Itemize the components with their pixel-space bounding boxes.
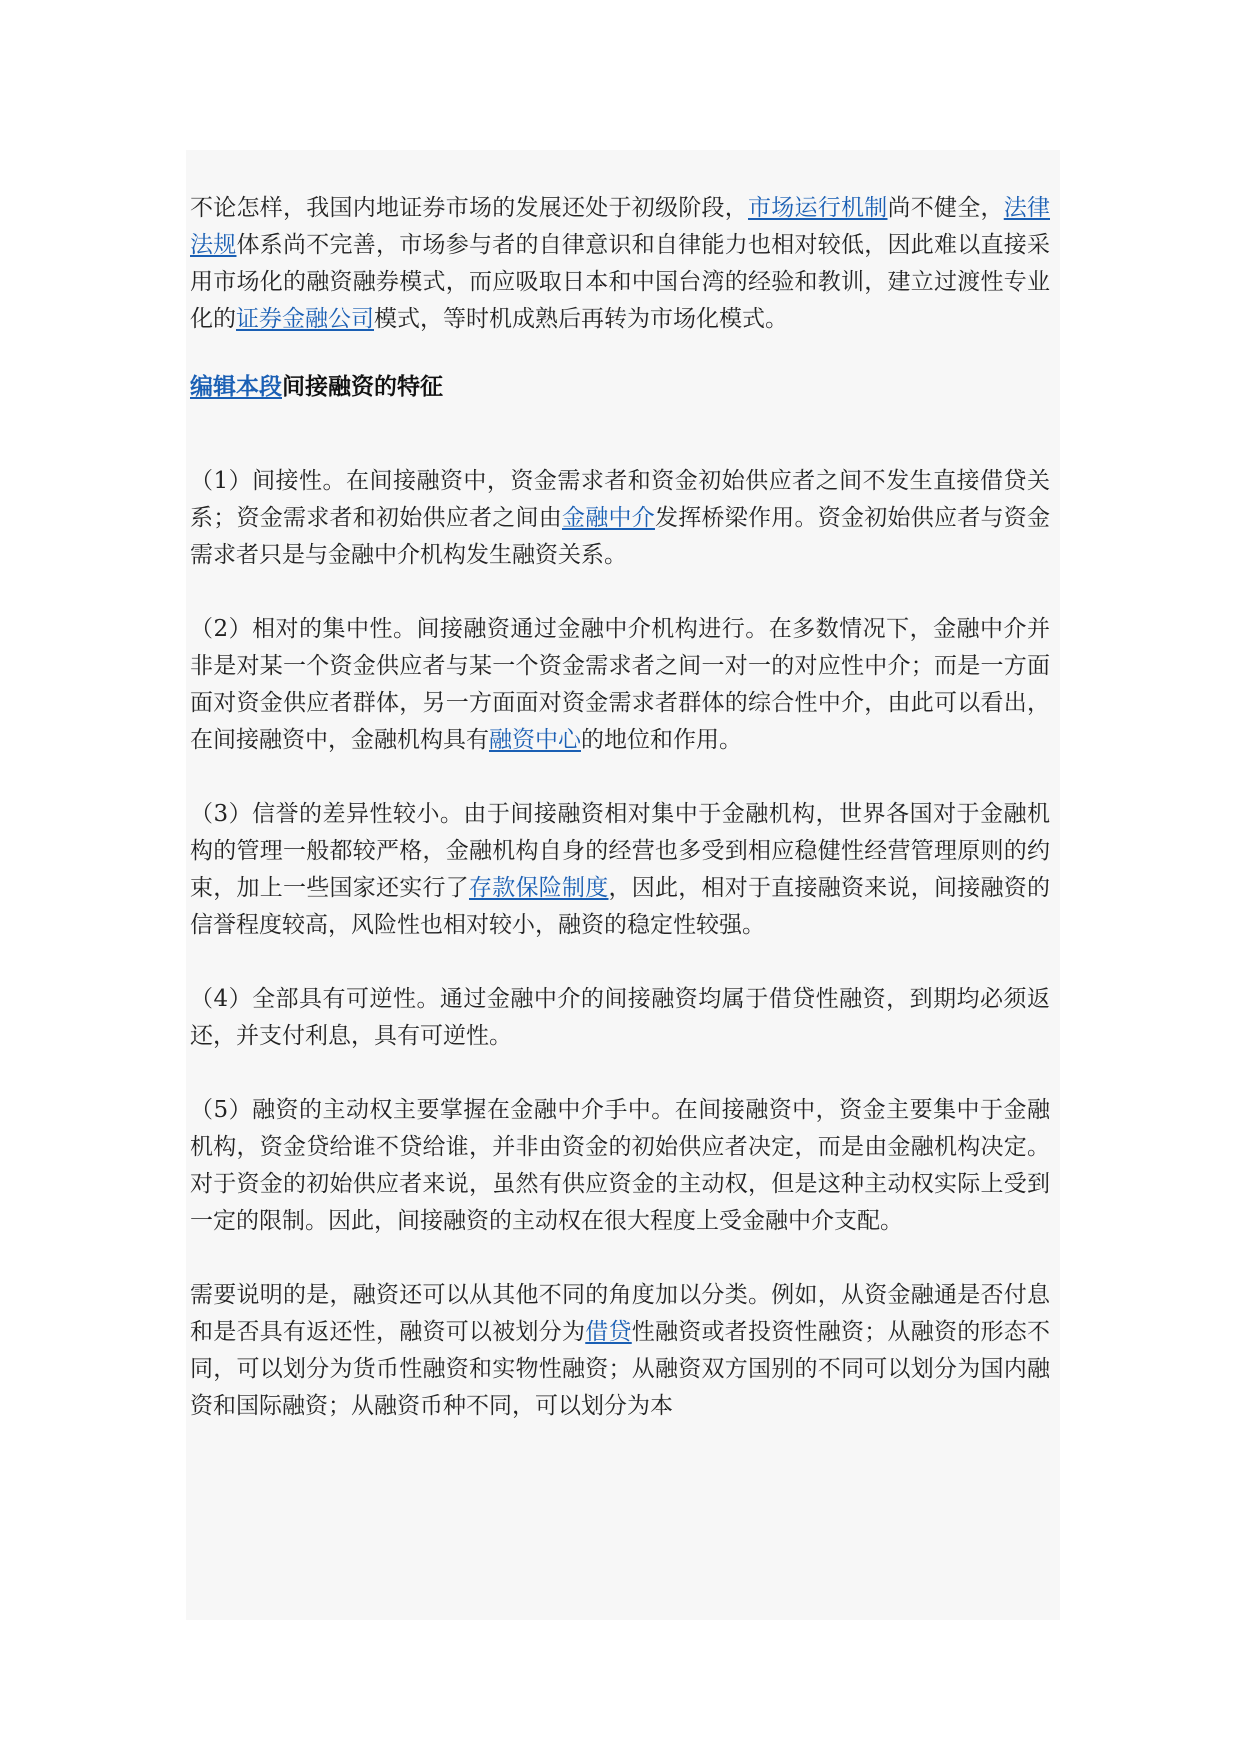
intro-text-1: 不论怎样，我国内地证券市场的发展还处于初级阶段， (190, 195, 748, 221)
link-laws-regulations[interactable]: 法律法规 (190, 195, 1050, 258)
closing-paragraph (190, 1277, 1050, 1425)
feature-2-text-end: 的地位和作用。 (581, 727, 742, 753)
link-market-mechanism[interactable]: 市场运行机制 (748, 195, 888, 221)
feature-paragraph-5 (190, 1092, 1050, 1240)
edit-section-link[interactable]: 编辑本段 (190, 373, 282, 400)
feature-3-text-end: ，因此，相对于直接融资来说，间接融资的信誉程度较高，风险性也相对较小，融资的稳定性较强。 (190, 875, 1050, 938)
feature-paragraph-4 (190, 981, 1050, 1055)
intro-text-3: 体系尚不完善，市场参与者的自律意识和自律能力也相对较低，因此难以直接采用市场化的融资融券模式，而应吸取日本和中国台湾的经验和教训，建立过渡性专业化的 (190, 232, 1050, 332)
feature-2-text: （2）相对的集中性。间接融资通过金融中介机构进行。在多数情况下，金融中介并非是对某一个资金供应者与某一个资金需求者之间一对一的对应性中介；而是一方面面对资金供应者群体，另一方面面对资金需求者群体的综合性中介，由此可以看出，在间接融资中，金融机构具有 (190, 616, 1050, 753)
feature-paragraph-2 (190, 611, 1050, 759)
intro-text-2: 尚不健全， (887, 195, 1004, 221)
closing-text: 需要说明的是，融资还可以从其他不同的角度加以分类。例如，从资金融通是否付息和是否具有返还性，融资可以被划分为 (190, 1282, 1050, 1345)
link-financing-center[interactable]: 融资中心 (489, 727, 581, 753)
feature-4-text: （4）全部具有可逆性。通过金融中介的间接融资均属于借贷性融资，到期均必须返还，并支付利息，具有可逆性。 (190, 986, 1050, 1049)
section-title: 间接融资的特征 (282, 373, 443, 400)
link-financial-intermediary[interactable]: 金融中介 (562, 505, 655, 531)
feature-1-text: （1）间接性。在间接融资中，资金需求者和资金初始供应者之间不发生直接借贷关系；资金需求者和初始供应者之间由 (190, 468, 1050, 531)
feature-paragraph-3 (190, 796, 1050, 944)
feature-1-text-end: 发挥桥梁作用。资金初始供应者与资金需求者只是与金融中介机构发生融资关系。 (190, 505, 1050, 568)
closing-text-end: 性融资或者投资性融资；从融资的形态不同，可以划分为货币性融资和实物性融资；从融资双方国别的不同可以划分为国内融资和国际融资；从融资币种不同，可以划分为本 (190, 1319, 1050, 1419)
article-body (190, 190, 1050, 1425)
intro-text-4: 模式，等时机成熟后再转为市场化模式。 (374, 306, 788, 332)
section-heading (190, 368, 1050, 405)
link-securities-finance-company[interactable]: 证券金融公司 (236, 306, 374, 332)
intro-paragraph (190, 190, 1050, 338)
link-lending[interactable]: 借贷 (585, 1319, 632, 1345)
feature-paragraph-1 (190, 463, 1050, 574)
link-deposit-insurance[interactable]: 存款保险制度 (469, 875, 609, 901)
feature-5-text: （5）融资的主动权主要掌握在金融中介手中。在间接融资中，资金主要集中于金融机构，资金贷给谁不贷给谁，并非由资金的初始供应者决定，而是由金融机构决定。对于资金的初始供应者来说，虽然有供应资金的主动权，但是这种主动权实际上受到一定的限制。因此，间接融资的主动权在很大程度上受金融中介支配。 (190, 1097, 1050, 1234)
feature-3-text: （3）信誉的差异性较小。由于间接融资相对集中于金融机构，世界各国对于金融机构的管理一般都较严格，金融机构自身的经营也多受到相应稳健性经营管理原则的约束，加上一些国家还实行了 (190, 801, 1050, 901)
